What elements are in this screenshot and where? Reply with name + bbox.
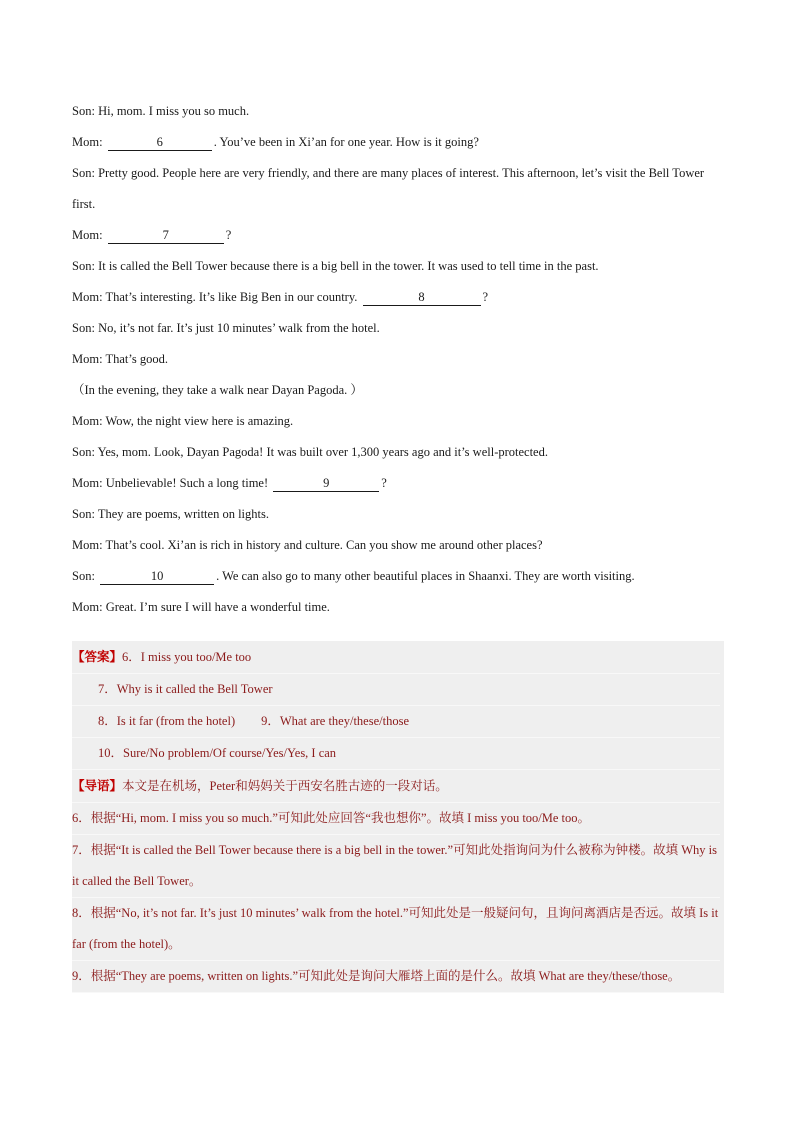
answer-section	[72, 641, 724, 993]
answer-row: 7．Why is it called the Bell Tower	[72, 674, 720, 706]
answer-blank-7[interactable]: 7	[108, 227, 224, 244]
dialogue-line: Son: No, it’s not far. It’s just 10 minutes’ walk from the hotel.	[72, 321, 380, 335]
answer-blank-6[interactable]: 6	[108, 134, 212, 151]
answer-row: 【答案】6．I miss you too/Me too	[72, 641, 720, 674]
dialogue	[72, 96, 724, 623]
dialogue-line: Mom: That’s good.	[72, 352, 168, 366]
dialogue-line: Son: 10 . We can also go to many other beautiful places in Shaanxi. They are worth visiting.	[72, 569, 635, 583]
guide-tag: 【导语】	[72, 778, 123, 793]
dialogue-line: Mom: That’s cool. Xi’an is rich in history and culture. Can you show me around other places?	[72, 538, 543, 552]
answer-row: 8．Is it far (from the hotel) 9．What are they/these/those	[72, 706, 720, 738]
answer-tag: 【答案】	[72, 649, 123, 664]
answer-blank-8[interactable]: 8	[363, 289, 481, 306]
dialogue-line: Mom: 7 ?	[72, 228, 232, 242]
dialogue-line: Son: Pretty good. People here are very friendly, and there are many places of interest. This afternoon, let’s visit the Bell Tower first.	[72, 166, 705, 211]
dialogue-line: Mom: That’s interesting. It’s like Big Ben in our country. 8 ?	[72, 290, 489, 304]
dialogue-line: Son: Yes, mom. Look, Dayan Pagoda! It was built over 1,300 years ago and it’s well-protected.	[72, 445, 548, 459]
explanation: 7．根据“It is called the Bell Tower because there is a big bell in the tower.”可知此处指询问为什么被称为钟楼。故填 Why is it called the Bell Tower。	[72, 835, 720, 898]
dialogue-line: Mom: 6 . You’ve been in Xi’an for one year. How is it going?	[72, 135, 479, 149]
dialogue-line: Mom: Great. I’m sure I will have a wonderful time.	[72, 600, 330, 614]
narration-line: （In the evening, they take a walk near Dayan Pagoda. ）	[72, 383, 363, 397]
answer-blank-9[interactable]: 9	[273, 475, 379, 492]
answer-row: 10．Sure/No problem/Of course/Yes/Yes, I can	[72, 738, 720, 770]
guide-row: 【导语】本文是在机场，Peter和妈妈关于西安名胜古迹的一段对话。	[72, 770, 720, 803]
document-page	[72, 96, 724, 993]
dialogue-line: Son: It is called the Bell Tower because there is a big bell in the tower. It was used to tell time in the past.	[72, 259, 599, 273]
dialogue-line: Son: Hi, mom. I miss you so much.	[72, 104, 250, 118]
dialogue-line: Son: They are poems, written on lights.	[72, 507, 269, 521]
explanation: 9．根据“They are poems, written on lights.”可知此处是询问大雁塔上面的是什么。故填 What are they/these/those。	[72, 961, 720, 993]
dialogue-line: Mom: Unbelievable! Such a long time! 9 ?	[72, 476, 387, 490]
explanation: 8．根据“No, it’s not far. It’s just 10 minutes’ walk from the hotel.”可知此处是一般疑问句，且询问离酒店是否远。故填 Is it far (from the hotel)。	[72, 898, 720, 961]
explanation: 6．根据“Hi, mom. I miss you so much.”可知此处应回答“我也想你”。故填 I miss you too/Me too。	[72, 803, 720, 835]
dialogue-line: Mom: Wow, the night view here is amazing.	[72, 414, 294, 428]
answer-blank-10[interactable]: 10	[100, 568, 214, 585]
